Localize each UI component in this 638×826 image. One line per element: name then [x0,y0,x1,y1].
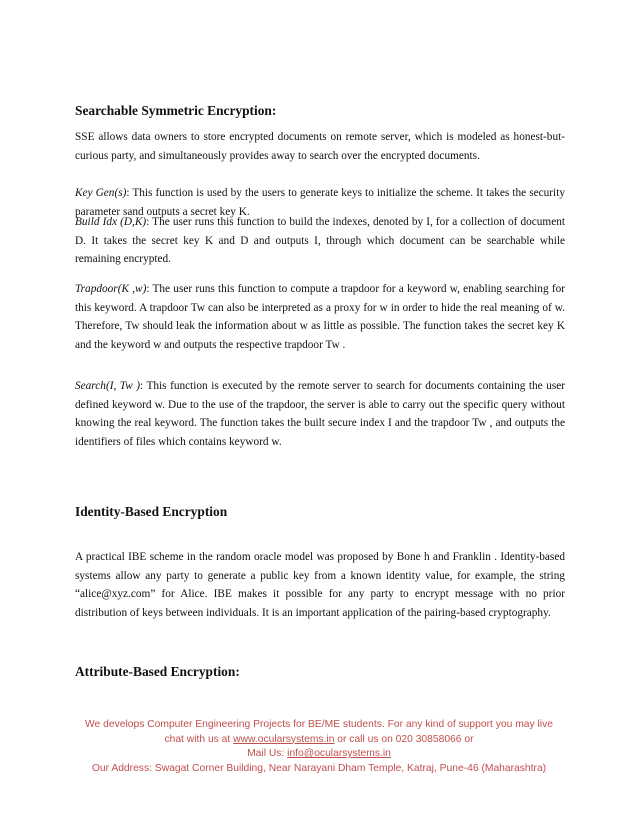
buildidx-text: : The user runs this function to build the indexes, denoted by I, for a collection of document D. It takes the secret key K and D and outputs I, through which document can be searchable while remaining encrypted. [75,216,565,266]
buildidx-term: Build Idx (D,K) [75,216,147,228]
search-paragraph [75,377,565,452]
buildidx-paragraph [75,213,565,269]
keygen-term: Key Gen(s) [75,187,127,199]
ibe-paragraph: A practical IBE scheme in the random oracle model was proposed by Bone h and Franklin . Identity-based systems allow any party to generate a public key from a known identity value, for example, the string “alice@xyz.com” for Alice. IBE makes it possible for any party to encrypt message with no prior distribution of keys between individuals. It is an important application of the pairing-based cryptography. [75,551,565,620]
trapdoor-text: : The user runs this function to compute a trapdoor for a keyword w, enabling searching for this keyword. A trapdoor Tw can also be interpreted as a proxy for w in order to hide the real meaning of w. Therefore, Tw should leak the information about w as little as possible. The function takes the secret key K and the keyword w and outputs the respective trapdoor Tw . [75,283,565,352]
footer-line-2-text: chat with us at [164,733,234,745]
abe-heading: Attribute-Based Encryption: [75,664,240,679]
footer [40,718,598,776]
search-text: : This function is executed by the remote server to search for documents containing the user defined keyword w. Due to the use of the trapdoor, the server is able to carry out the specific query without knowing the real keyword. The function takes the built secure index I and the trapdoor Tw , and outputs the identifiers of files which contains keyword w. [75,380,565,449]
website-link[interactable]: www.ocularsystems.in [233,733,335,745]
ibe-heading: Identity-Based Encryption [75,504,228,519]
sse-intro-paragraph: SSE allows data owners to store encrypted documents on remote server, which is modeled as honest-but-curious party, and simultaneously provides away to search over the encrypted documents. [75,131,565,162]
footer-line-2-tail: or call us on 020 30858066 or [334,733,474,745]
search-term: Search(I, Tw ) [75,380,141,392]
footer-line-3 [40,747,598,762]
keygen-text: : This function is used by the users to generate keys to initialize the scheme. It takes the security parameter sand outputs a secret key K. [75,187,565,218]
footer-line-2 [40,733,598,748]
sse-heading: Searchable Symmetric Encryption: [75,103,277,118]
footer-line-1: We develops Computer Engineering Projects for BE/ME students. For any kind of support you may live [85,719,553,730]
footer-line-4: Our Address: Swagat Corner Building, Near Narayani Dham Temple, Katraj, Pune-46 (Maharashtra) [91,762,547,774]
trapdoor-term: Trapdoor(K ,w) [75,283,147,295]
trapdoor-paragraph [75,280,565,355]
footer-line-3-text: Mail Us: [247,748,288,760]
email-link[interactable]: info@ocularsystems.in [287,748,391,760]
